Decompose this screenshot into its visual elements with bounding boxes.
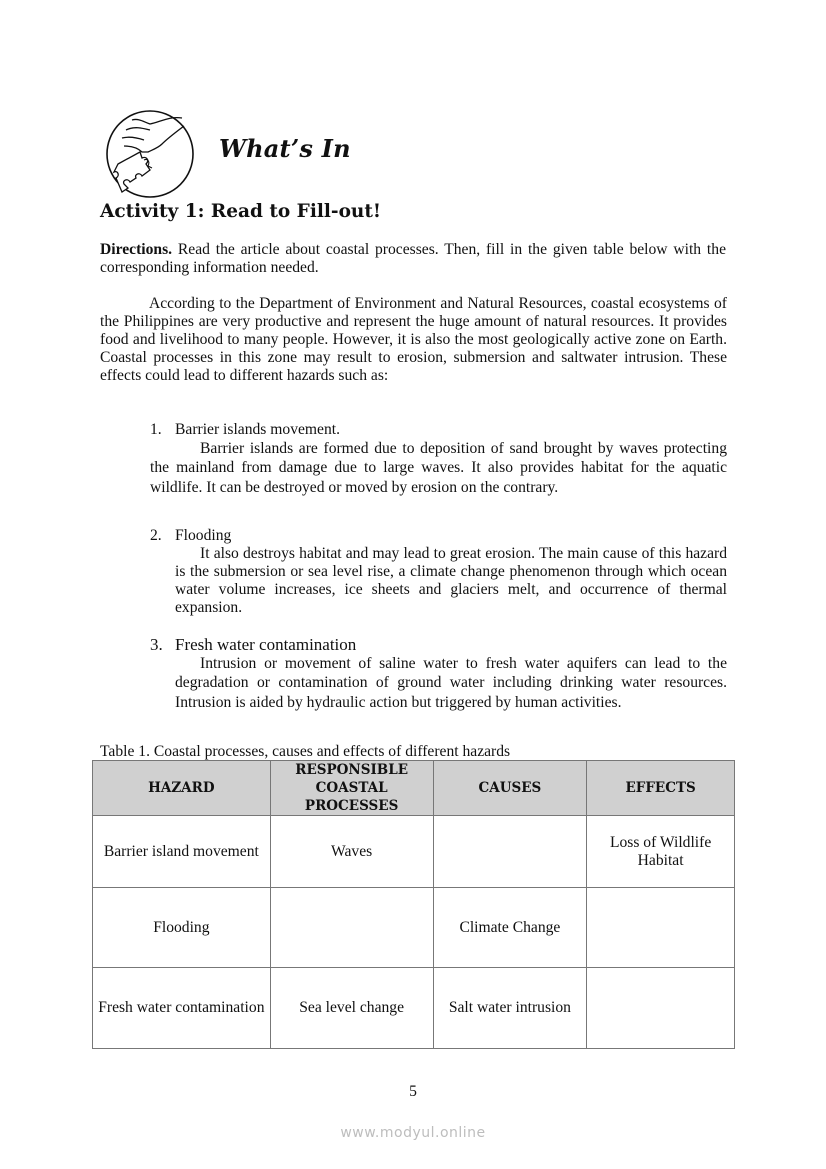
hazard-item-title (150, 527, 231, 545)
cell-hazard: Flooding (93, 888, 271, 968)
hazard-item-title (150, 635, 356, 655)
cell-causes-blank[interactable] (433, 816, 587, 888)
header-causes: CAUSES (433, 761, 587, 816)
directions-label: Directions. (100, 241, 173, 258)
item-title-text: Barrier islands movement. (175, 421, 340, 438)
header-hazard: HAZARD (93, 761, 271, 816)
directions-text: Read the article about coastal processes. Then, fill in the given table below with the corresponding information needed. (100, 241, 726, 276)
item-title-text: Flooding (175, 527, 232, 544)
hazard-item-body: Intrusion or movement of saline water to fresh water aquifers can lead to the degradation or contamination of ground water including drinking water resources. Intrusion is aided by hydraulic action but triggered by human activities. (175, 655, 727, 711)
hand-puzzle-piece-icon (104, 108, 196, 200)
hazard-item-title (150, 421, 340, 439)
activity-title: Activity 1: Read to Fill-out! (100, 201, 382, 222)
cell-effects: Loss of Wildlife Habitat (587, 816, 735, 888)
hazard-table (92, 760, 735, 1049)
intro-paragraph: According to the Department of Environment and Natural Resources, coastal ecosystems of the Philippines are very productive and represent the huge amount of natural resources. It provides food and livelihood to many people. However, it is also the most geologically active zone on Earth. Coastal processes in this zone may result to erosion, submersion and saltwater intrusion. These effects could lead to different hazards such as: (100, 295, 727, 384)
table-row (93, 816, 735, 888)
cell-causes: Salt water intrusion (433, 968, 587, 1049)
item-number: 2. (150, 527, 162, 544)
table-row (93, 968, 735, 1049)
item-title-text: Fresh water contamination (175, 635, 357, 654)
table-row (93, 888, 735, 968)
cell-process: Waves (270, 816, 433, 888)
cell-process: Sea level change (270, 968, 433, 1049)
cell-hazard: Barrier island movement (93, 816, 271, 888)
cell-process-blank[interactable] (270, 888, 433, 968)
directions-paragraph (100, 241, 726, 277)
table-header-row (93, 761, 735, 816)
header-responsible-coastal-processes: RESPONSIBLE COASTAL PROCESSES (270, 761, 433, 816)
item-number: 1. (150, 421, 162, 438)
cell-effects-blank[interactable] (587, 968, 735, 1049)
header-effects: EFFECTS (587, 761, 735, 816)
hazard-item-body: Barrier islands are formed due to deposition of sand brought by waves protecting the mainland from damage due to large waves. It also provides habitat for the aquatic wildlife. It can be destroyed or moved by erosion on the contrary. (150, 440, 727, 496)
watermark: www.modyul.online (340, 1125, 486, 1141)
hazard-item-body: It also destroys habitat and may lead to great erosion. The main cause of this hazard is the submersion or sea level rise, a climate change phenomenon through which ocean water volume increases, ice sheets and glaciers melt, and occurrence of thermal expansion. (175, 545, 727, 616)
section-title: What’s In (219, 134, 351, 163)
item-number: 3. (150, 635, 163, 654)
cell-hazard: Fresh water contamination (93, 968, 271, 1049)
page-number: 5 (409, 1083, 417, 1100)
table-caption: Table 1. Coastal processes, causes and effects of different hazards (100, 743, 511, 760)
cell-causes: Climate Change (433, 888, 587, 968)
cell-effects-blank[interactable] (587, 888, 735, 968)
